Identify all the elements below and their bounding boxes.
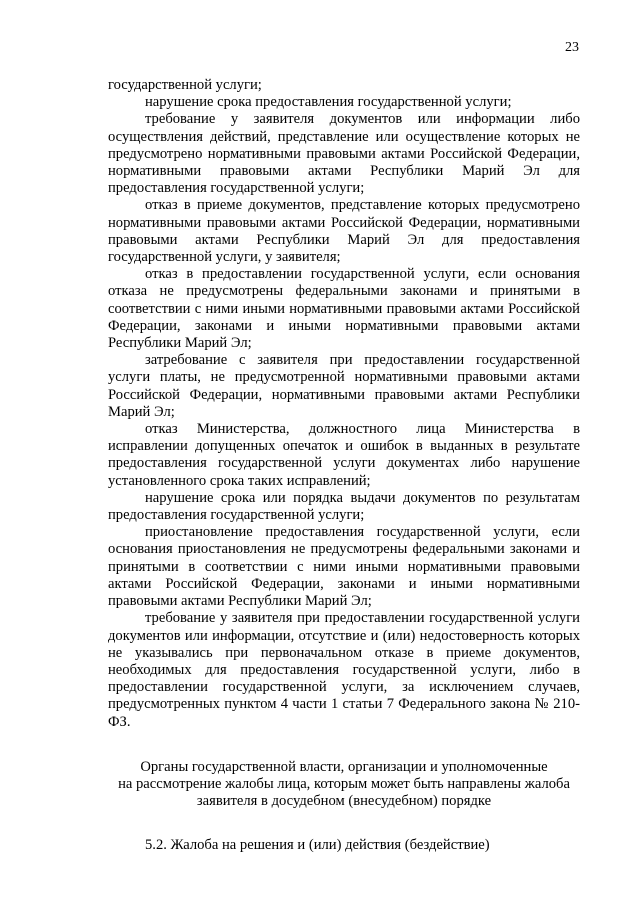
section-heading-line: на рассмотрение жалобы лица, которым может быть направлены жалоба xyxy=(118,775,570,792)
paragraph: приостановление предоставления государственной услуги, если основания приостановления не предусмотрены федеральными законами и принятыми в соответствии с ними иными нормативными правовыми актами Российской Федерации, законами и иными нормативными правовыми актами Республики Марий Эл; xyxy=(108,524,580,610)
document-body xyxy=(108,77,580,855)
section-heading-line: Органы государственной власти, организации и уполномоченные xyxy=(140,758,548,775)
paragraph: требование у заявителя при предоставлении государственной услуги документов или информации, отсутствие и (или) недостоверность которых не указывались при первоначальном отказе в приеме документов, необходимых для предоставления государственной услуги, либо в предоставлении государственной услуги, за исключением случаев, предусмотренных пунктом 4 части 1 статьи 7 Федерального закона № 210-ФЗ. xyxy=(108,610,580,730)
paragraph: государственной услуги; xyxy=(108,77,262,93)
paragraph: отказ Министерства, должностного лица Министерства в исправлении допущенных опечаток и ошибок в выданных в результате предоставления государственной услуги документах либо нарушение установленного срока таких исправлений; xyxy=(108,421,580,489)
section-heading xyxy=(108,759,580,811)
paragraph: отказ в приеме документов, представление которых предусмотрено нормативными правовыми актами Российской Федерации, нормативными правовыми актами Республики Марий Эл для предоставления государственной услуги, у заявителя; xyxy=(108,197,580,266)
paragraph: требование у заявителя документов или информации либо осуществления действий, представление или осуществление которых не предусмотрено нормативными правовыми актами Российской Федерации, нормативными правовыми актами Республики Марий Эл для предоставления государственной услуги; xyxy=(108,111,580,197)
section-heading-line: заявителя в досудебном (внесудебном) порядке xyxy=(196,793,492,810)
paragraph: нарушение срока предоставления государственной услуги; xyxy=(145,94,512,111)
paragraph: затребование с заявителя при предоставлении государственной услуги платы, не предусмотренной нормативными правовыми актами Российской Федерации, нормативными правовыми актами Республики Марий Эл; xyxy=(108,352,580,420)
paragraph: 5.2. Жалоба на решения и (или) действия (бездействие) xyxy=(145,837,490,854)
paragraph: отказ в предоставлении государственной услуги, если основания отказа не предусмотрены федеральными законами и принятыми в соответствии с ними иными нормативными правовыми актами Российской Федерации, законами и иными нормативными правовыми актами Республики Марий Эл; xyxy=(108,266,580,352)
paragraph: нарушение срока или порядка выдачи документов по результатам предоставления государственной услуги; xyxy=(108,489,580,524)
page-number: 23 xyxy=(565,40,579,55)
